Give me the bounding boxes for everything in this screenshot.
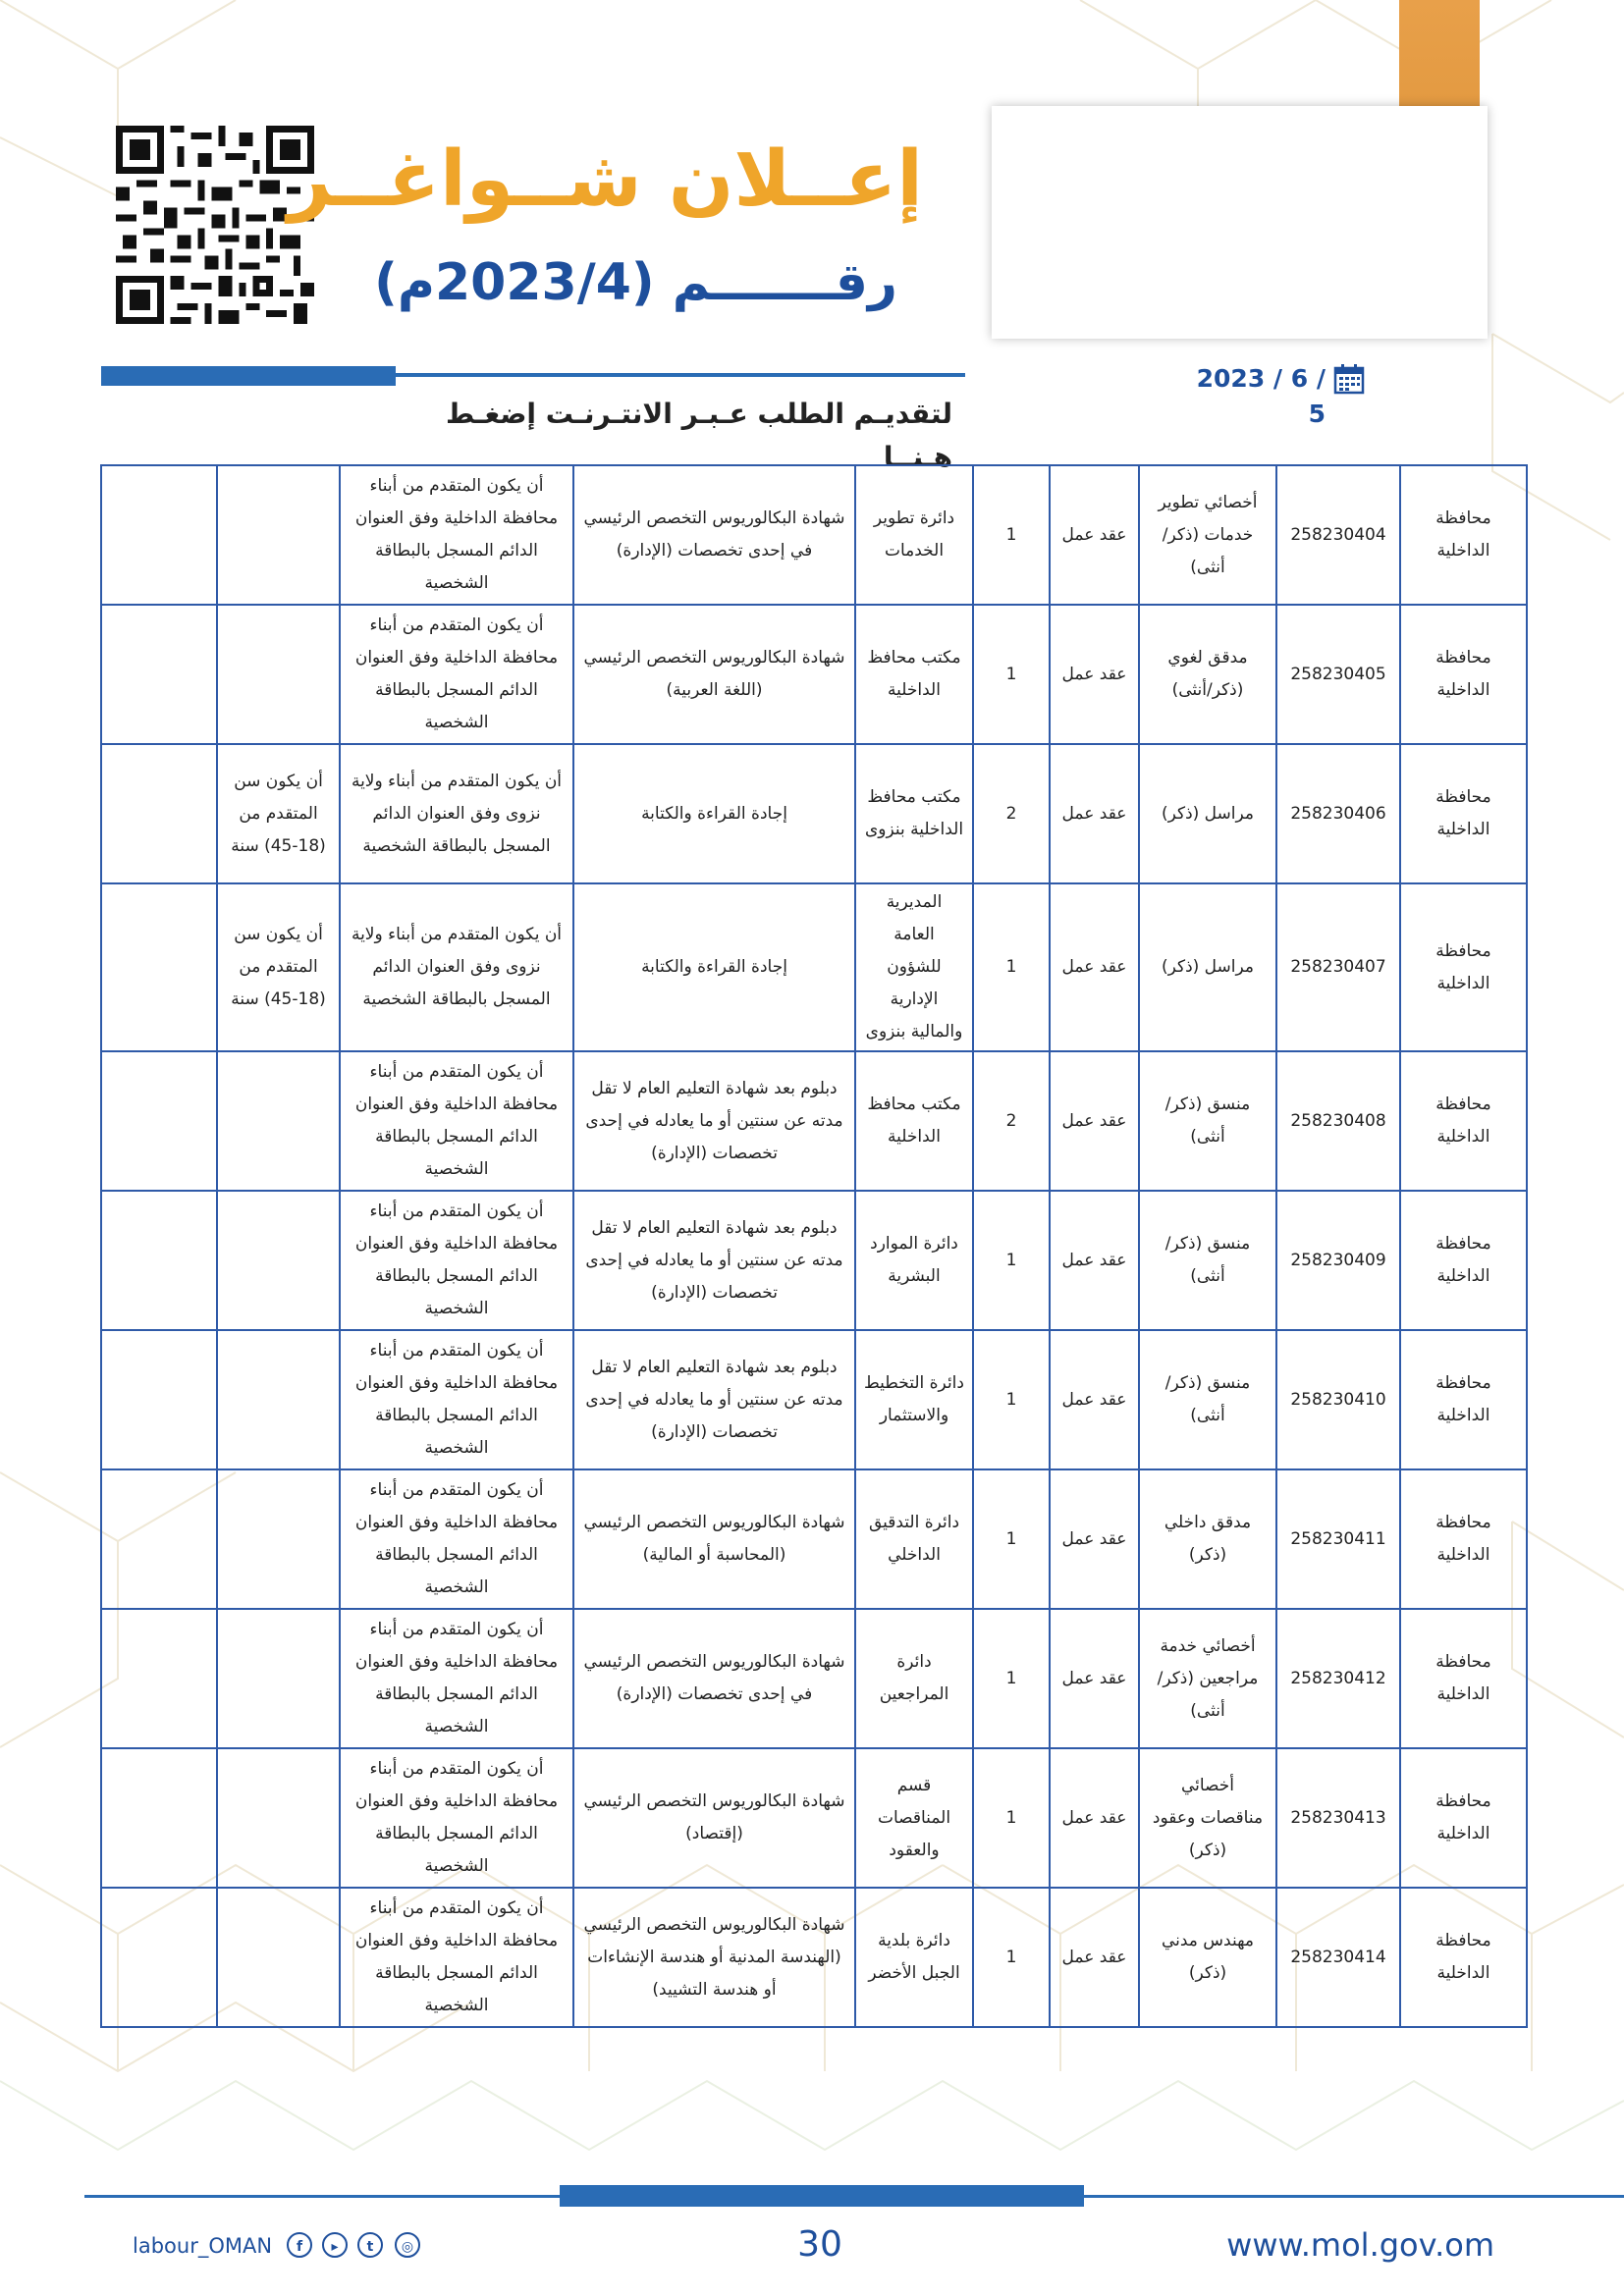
governorate-cell: محافظة الداخلية <box>1400 465 1527 605</box>
department-cell: دائرة التدقيق الداخلي <box>855 1469 973 1609</box>
table-row <box>101 1469 1527 1609</box>
job-title-cell: مهندس مدني (ذكر) <box>1139 1888 1276 2027</box>
footer-rule-thick <box>560 2185 1084 2207</box>
job-code-cell: 258230411 <box>1276 1469 1400 1609</box>
facebook-icon[interactable]: f <box>287 2232 312 2258</box>
vacancy-count-cell: 1 <box>973 1748 1050 1888</box>
job-code-cell: 258230410 <box>1276 1330 1400 1469</box>
announcement-number: رقـــــــم (2023/4م) <box>374 253 897 312</box>
age-condition-cell <box>217 1191 340 1330</box>
department-cell: مكتب محافظ الداخلية بنزوى <box>855 744 973 883</box>
table-row <box>101 744 1527 883</box>
condition-cell: أن يكون المتقدم من أبناء ولاية نزوى وفق العنوان الدائم المسجل بالبطاقة الشخصية <box>340 883 573 1051</box>
job-code-cell: 258230409 <box>1276 1191 1400 1330</box>
table-row <box>101 1888 1527 2027</box>
vacancy-count-cell: 1 <box>973 1469 1050 1609</box>
vacancy-count-cell: 1 <box>973 1330 1050 1469</box>
department-cell: قسم المناقصات والعقود <box>855 1748 973 1888</box>
job-title-cell: مدقق لغوي (ذكر/أنثى) <box>1139 605 1276 744</box>
qualification-cell: شهادة البكالوريوس التخصص الرئيسي (إقتصاد) <box>573 1748 855 1888</box>
table-row <box>101 605 1527 744</box>
vacancy-count-cell: 1 <box>973 465 1050 605</box>
job-title-cell: مراسل (ذكر) <box>1139 744 1276 883</box>
condition-cell: أن يكون المتقدم من أبناء محافظة الداخلية وفق العنوان الدائم المسجل بالبطاقة الشخصية <box>340 1609 573 1748</box>
table-row <box>101 883 1527 1051</box>
vacancies-table-body <box>101 465 1527 2027</box>
contract-type-cell: عقد عمل <box>1050 605 1139 744</box>
age-condition-cell <box>217 1469 340 1609</box>
condition-cell: أن يكون المتقدم من أبناء ولاية نزوى وفق العنوان الدائم المسجل بالبطاقة الشخصية <box>340 744 573 883</box>
contract-type-cell: عقد عمل <box>1050 1191 1139 1330</box>
contract-type-cell: عقد عمل <box>1050 1609 1139 1748</box>
condition-cell: أن يكون المتقدم من أبناء محافظة الداخلية وفق العنوان الدائم المسجل بالبطاقة الشخصية <box>340 1330 573 1469</box>
contract-type-cell: عقد عمل <box>1050 1748 1139 1888</box>
job-code-cell: 258230405 <box>1276 605 1400 744</box>
twitter-icon[interactable]: t <box>357 2232 383 2258</box>
department-cell: دائرة التخطيط والاستثمار <box>855 1330 973 1469</box>
job-title-cell: أخصائي مناقصات وعقود (ذكر) <box>1139 1748 1276 1888</box>
notes-cell <box>101 883 217 1051</box>
table-row <box>101 1609 1527 1748</box>
job-title-cell: منسق (ذكر/ أنثى) <box>1139 1051 1276 1191</box>
vacancy-count-cell: 2 <box>973 1051 1050 1191</box>
condition-cell: أن يكون المتقدم من أبناء محافظة الداخلية وفق العنوان الدائم المسجل بالبطاقة الشخصية <box>340 465 573 605</box>
condition-cell: أن يكون المتقدم من أبناء محافظة الداخلية وفق العنوان الدائم المسجل بالبطاقة الشخصية <box>340 1191 573 1330</box>
notes-cell <box>101 1748 217 1888</box>
contract-type-cell: عقد عمل <box>1050 1330 1139 1469</box>
job-title-cell: منسق (ذكر/ أنثى) <box>1139 1191 1276 1330</box>
age-condition-cell <box>217 465 340 605</box>
job-code-cell: 258230413 <box>1276 1748 1400 1888</box>
contract-type-cell: عقد عمل <box>1050 744 1139 883</box>
qualification-cell: شهادة البكالوريوس التخصص الرئيسي (اللغة العربية) <box>573 605 855 744</box>
qualification-cell: شهادة البكالوريوس التخصص الرئيسي في إحدى تخصصات (الإدارة) <box>573 1609 855 1748</box>
notes-cell <box>101 1330 217 1469</box>
table-row <box>101 1051 1527 1191</box>
qualification-cell: شهادة البكالوريوس التخصص الرئيسي في إحدى تخصصات (الإدارة) <box>573 465 855 605</box>
vacancy-count-cell: 1 <box>973 1609 1050 1748</box>
governorate-cell: محافظة الداخلية <box>1400 1051 1527 1191</box>
job-code-cell: 258230406 <box>1276 744 1400 883</box>
condition-cell: أن يكون المتقدم من أبناء محافظة الداخلية وفق العنوان الدائم المسجل بالبطاقة الشخصية <box>340 1469 573 1609</box>
job-title-cell: مدقق داخلي (ذكر) <box>1139 1469 1276 1609</box>
vacancies-table <box>100 464 1528 2028</box>
notes-cell <box>101 744 217 883</box>
vacancy-count-cell: 1 <box>973 605 1050 744</box>
job-title-cell: أخصائي خدمة مراجعين (ذكر/ أنثى) <box>1139 1609 1276 1748</box>
social-handle[interactable]: labour_OMAN <box>133 2234 273 2258</box>
vacancy-count-cell: 2 <box>973 744 1050 883</box>
governorate-cell: محافظة الداخلية <box>1400 883 1527 1051</box>
job-title-cell: منسق (ذكر/ أنثى) <box>1139 1330 1276 1469</box>
governorate-cell: محافظة الداخلية <box>1400 1609 1527 1748</box>
job-title-cell: أخصائي تطوير خدمات (ذكر/ أنثى) <box>1139 465 1276 605</box>
vacancy-count-cell: 1 <box>973 1888 1050 2027</box>
qualification-cell: شهادة البكالوريوس التخصص الرئيسي (الهندسة المدنية أو هندسة الإنشاءات أو هندسة التشييد) <box>573 1888 855 2027</box>
job-code-cell: 258230407 <box>1276 883 1400 1051</box>
job-title-cell: مراسل (ذكر) <box>1139 883 1276 1051</box>
job-code-cell: 258230404 <box>1276 465 1400 605</box>
website-link[interactable]: www.mol.gov.om <box>1226 2226 1494 2264</box>
job-code-cell: 258230414 <box>1276 1888 1400 2027</box>
logo-card <box>992 106 1488 339</box>
qualification-cell: دبلوم بعد شهادة التعليم العام لا تقل مدته عن سنتين أو ما يعادله في إحدى تخصصات (الإدارة) <box>573 1330 855 1469</box>
governorate-cell: محافظة الداخلية <box>1400 744 1527 883</box>
department-cell: دائرة المراجعين <box>855 1609 973 1748</box>
qualification-cell: شهادة البكالوريوس التخصص الرئيسي (المحاسبة أو المالية) <box>573 1469 855 1609</box>
age-condition-cell: أن يكون سن المتقدم من (18-45) سنة <box>217 744 340 883</box>
contract-type-cell: عقد عمل <box>1050 883 1139 1051</box>
department-cell: دائرة بلدية الجبل الأخضر <box>855 1888 973 2027</box>
age-condition-cell <box>217 1609 340 1748</box>
contract-type-cell: عقد عمل <box>1050 1469 1139 1609</box>
qualification-cell: دبلوم بعد شهادة التعليم العام لا تقل مدته عن سنتين أو ما يعادله في إحدى تخصصات (الإدارة) <box>573 1051 855 1191</box>
vacancy-count-cell: 1 <box>973 883 1050 1051</box>
notes-cell <box>101 1191 217 1330</box>
age-condition-cell <box>217 1888 340 2027</box>
calendar-icon <box>1333 363 1365 395</box>
announcement-date: 2023 / 6 / 5 <box>1196 364 1326 428</box>
announcement-title: إعــلان شــواغــر <box>287 135 923 224</box>
department-cell: دائرة الموارد البشرية <box>855 1191 973 1330</box>
qualification-cell: دبلوم بعد شهادة التعليم العام لا تقل مدته عن سنتين أو ما يعادله في إحدى تخصصات (الإدارة) <box>573 1191 855 1330</box>
department-cell: دائرة تطوير الخدمات <box>855 465 973 605</box>
header-rule-thin <box>396 373 965 377</box>
notes-cell <box>101 465 217 605</box>
qualification-cell: إجادة القراءة والكتابة <box>573 744 855 883</box>
condition-cell: أن يكون المتقدم من أبناء محافظة الداخلية وفق العنوان الدائم المسجل بالبطاقة الشخصية <box>340 1051 573 1191</box>
notes-cell <box>101 1888 217 2027</box>
page-number: 30 <box>797 2224 842 2265</box>
table-row <box>101 1191 1527 1330</box>
table-row <box>101 465 1527 605</box>
qr-code-icon[interactable] <box>116 126 314 324</box>
notes-cell <box>101 605 217 744</box>
header-rule-thick <box>101 366 396 386</box>
governorate-cell: محافظة الداخلية <box>1400 1748 1527 1888</box>
notes-cell <box>101 1469 217 1609</box>
notes-cell <box>101 1609 217 1748</box>
apply-online-link[interactable]: لتقديـم الطلب عـبـر الانتـرنـت إضغـط هـنــا <box>446 398 952 473</box>
governorate-cell: محافظة الداخلية <box>1400 1330 1527 1469</box>
age-condition-cell <box>217 1748 340 1888</box>
governorate-cell: محافظة الداخلية <box>1400 605 1527 744</box>
age-condition-cell <box>217 1051 340 1191</box>
department-cell: المديرية العامة للشؤون الإدارية والمالية بنزوى <box>855 883 973 1051</box>
job-code-cell: 258230412 <box>1276 1609 1400 1748</box>
contract-type-cell: عقد عمل <box>1050 1888 1139 2027</box>
age-condition-cell <box>217 1330 340 1469</box>
condition-cell: أن يكون المتقدم من أبناء محافظة الداخلية وفق العنوان الدائم المسجل بالبطاقة الشخصية <box>340 1748 573 1888</box>
vacancy-count-cell: 1 <box>973 1191 1050 1330</box>
governorate-cell: محافظة الداخلية <box>1400 1469 1527 1609</box>
condition-cell: أن يكون المتقدم من أبناء محافظة الداخلية وفق العنوان الدائم المسجل بالبطاقة الشخصية <box>340 1888 573 2027</box>
table-row <box>101 1748 1527 1888</box>
table-row <box>101 1330 1527 1469</box>
condition-cell: أن يكون المتقدم من أبناء محافظة الداخلية وفق العنوان الدائم المسجل بالبطاقة الشخصية <box>340 605 573 744</box>
notes-cell <box>101 1051 217 1191</box>
age-condition-cell <box>217 605 340 744</box>
governorate-cell: محافظة الداخلية <box>1400 1888 1527 2027</box>
contract-type-cell: عقد عمل <box>1050 465 1139 605</box>
age-condition-cell: أن يكون سن المتقدم من (18-45) سنة <box>217 883 340 1051</box>
governorate-cell: محافظة الداخلية <box>1400 1191 1527 1330</box>
instagram-icon[interactable]: ◎ <box>395 2232 420 2258</box>
job-code-cell: 258230408 <box>1276 1051 1400 1191</box>
youtube-icon[interactable]: ▸ <box>322 2232 348 2258</box>
department-cell: مكتب محافظ الداخلية <box>855 1051 973 1191</box>
department-cell: مكتب محافظ الداخلية <box>855 605 973 744</box>
contract-type-cell: عقد عمل <box>1050 1051 1139 1191</box>
qualification-cell: إجادة القراءة والكتابة <box>573 883 855 1051</box>
